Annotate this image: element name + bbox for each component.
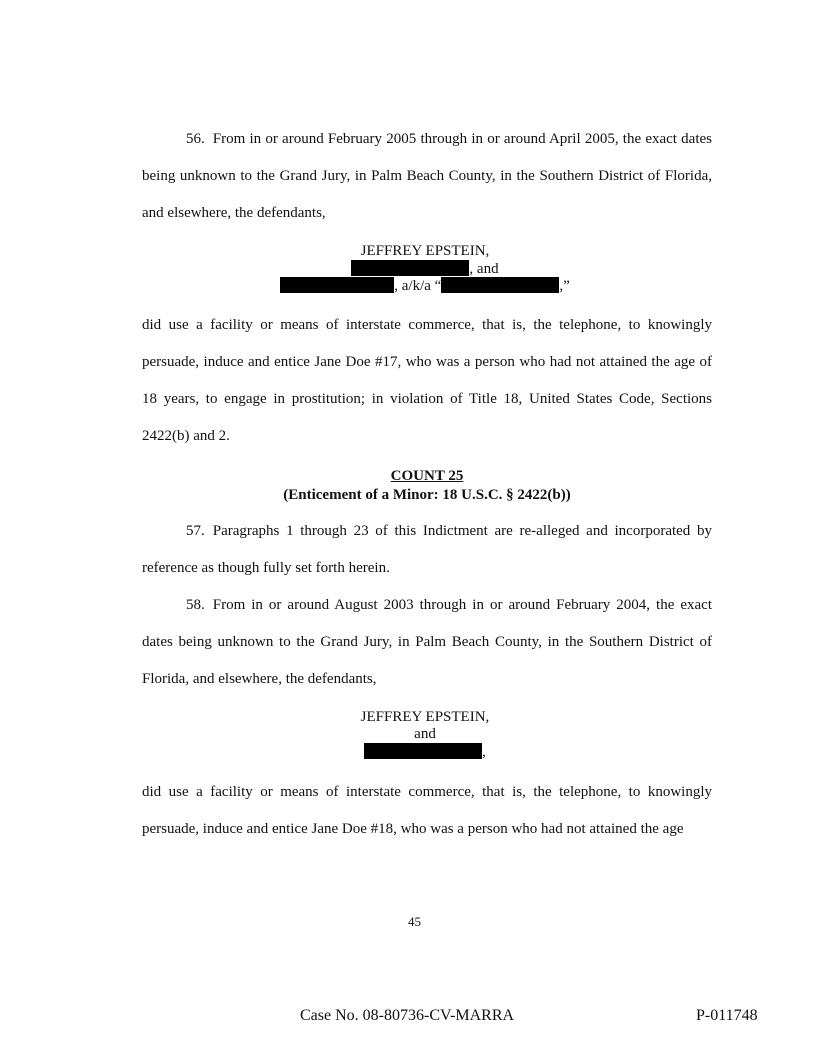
defendant-name: JEFFREY EPSTEIN,	[360, 709, 490, 725]
defendants-block-1	[200, 243, 650, 294]
count-title: COUNT 25	[390, 468, 464, 484]
defendant-line-3-end: ,	[482, 744, 486, 760]
redaction-bar	[364, 743, 482, 759]
bates-number: P-011748	[696, 1007, 758, 1024]
defendant-line-2	[200, 260, 650, 277]
redaction-bar	[280, 277, 394, 293]
paragraph-number: 58.	[186, 597, 205, 613]
defendant-conjunction: and	[414, 726, 436, 742]
redaction-bar	[441, 277, 559, 293]
paragraph-text: From in or around August 2003 through in or around February 2004, the exact dates being unknown to the Grand Jury, in Palm Beach County, in the Southern District of Florida, and elsewhere, the defendants,	[142, 597, 712, 687]
defendant-line-2-suffix: , and	[469, 261, 499, 277]
defendants-block-2	[200, 709, 650, 760]
count-subtitle: (Enticement of a Minor: 18 U.S.C. § 2422(b))	[283, 487, 571, 503]
defendant-line-3-end: ,”	[559, 278, 570, 294]
defendant-line-3	[200, 743, 650, 760]
paragraph-text: Paragraphs 1 through 23 of this Indictment are re-alleged and incorporated by reference as though fully set forth herein.	[142, 523, 712, 576]
defendant-line-3-aka: , a/k/a “	[394, 278, 442, 294]
case-number: Case No. 08-80736-CV-MARRA	[300, 1007, 515, 1024]
paragraph-58	[142, 587, 712, 698]
redaction-bar	[351, 260, 469, 276]
paragraph-56-continued: did use a facility or means of interstate commerce, that is, the telephone, to knowingly persuade, induce and entice Jane Doe #17, who was a person who had not attained the age of 18 years, to engage in prostitution; in violation of Title 18, United States Code, Sections 2422(b) and 2.	[142, 317, 712, 444]
defendant-name: JEFFREY EPSTEIN,	[360, 243, 490, 259]
paragraph-56	[142, 121, 712, 232]
paragraph-58-continued: did use a facility or means of interstate commerce, that is, the telephone, to knowingly persuade, induce and entice Jane Doe #18, who was a person who had not attained the age	[142, 784, 712, 837]
page-number: 45	[408, 914, 421, 929]
paragraph-number: 57.	[186, 523, 205, 539]
paragraph-number: 56.	[186, 131, 205, 147]
paragraph-57	[142, 513, 712, 587]
paragraph-text: From in or around February 2005 through in or around April 2005, the exact dates being unknown to the Grand Jury, in Palm Beach County, in the Southern District of Florida, and elsewhere, the defendants,	[142, 131, 712, 221]
defendant-line-3	[200, 277, 650, 294]
count-heading	[142, 467, 712, 505]
